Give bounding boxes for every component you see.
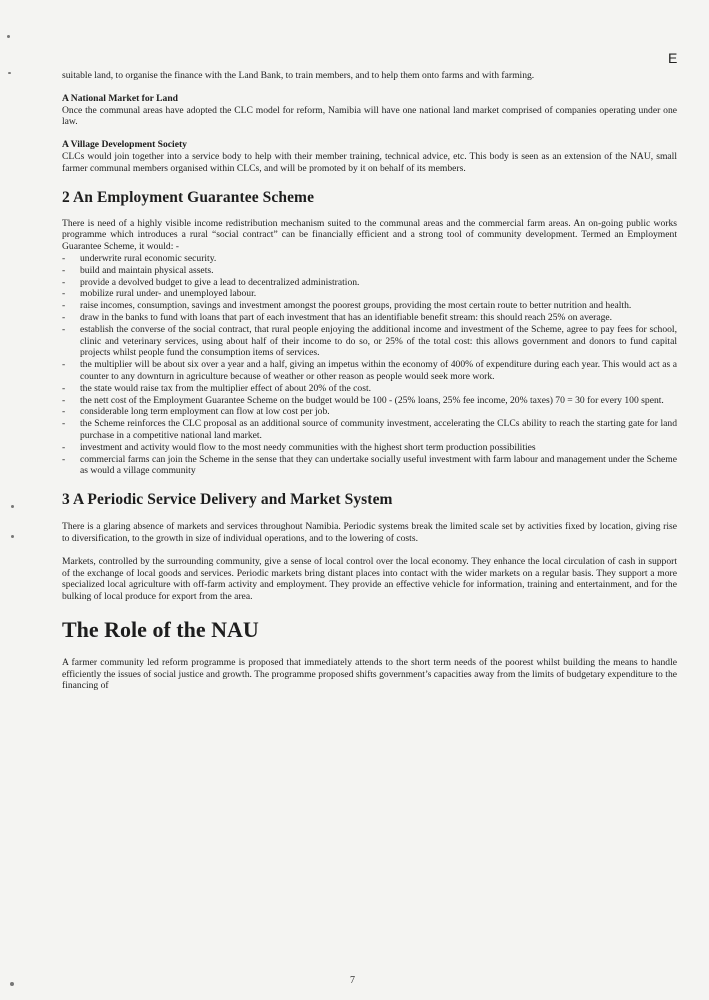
periodic-service-paragraph-2: Markets, controlled by the surrounding community, give a sense of local control over the local economy. They enhance the local circulation of cash in support of the exchange of local goods and services. Periodic markets bring distant places into contact with the wider markets on a regular basis. They support a more specialized local agriculture with off-farm activity and employment. They provide an effective vehicle for information, training and entertainment, and for the bulking of local produce for export from the area. xyxy=(62,555,677,603)
list-item: - provide a devolved budget to give a lead to decentralized administration. xyxy=(62,277,677,289)
scan-speck xyxy=(8,72,11,74)
list-item: - the Scheme reinforces the CLC proposal as an additional source of community investment, accelerating the CLCs ability to reach the starting gate for land purchase in a competitive national land market. xyxy=(62,418,677,442)
national-market-heading: A National Market for Land xyxy=(62,92,179,104)
list-item: - investment and activity would flow to the most needy communities with the highest short term production possibilities xyxy=(62,442,677,454)
role-of-nau-heading: The Role of the NAU xyxy=(62,616,259,642)
scan-speck xyxy=(11,505,14,508)
periodic-service-paragraph-1: There is a glaring absence of markets and services throughout Namibia. Periodic systems break the limited scale set by activities fixed by location, giving rise to diversification, to the growth in size of individual operations, and to the lowering of costs. xyxy=(62,521,677,544)
intro-paragraph: suitable land, to organise the finance with the Land Bank, to train members, and to help them onto farms and with farming. xyxy=(62,70,535,81)
list-item: - mobilize rural under- and unemployed labour. xyxy=(62,288,677,300)
village-society-heading: A Village Development Society xyxy=(62,139,187,151)
list-item: - commercial farms can join the Scheme in the sense that they can undertake socially useful investment with farm labour and management under the Scheme as would a village community xyxy=(62,454,677,478)
list-item: - draw in the banks to fund with loans that part of each investment that has an identifiable benefit stream: this should reach 25% on average. xyxy=(62,312,677,324)
list-item: - raise incomes, consumption, savings and investment amongst the poorest groups, providing the most certain route to better nutrition and health. xyxy=(62,300,677,312)
corner-letter: E xyxy=(668,50,678,66)
employment-scheme-list xyxy=(62,253,677,477)
scan-speck xyxy=(10,982,14,986)
employment-scheme-intro: There is need of a highly visible income redistribution mechanism suited to the communal areas and the commercial farm areas. An on-going public works programme which introduces a rural “social contract” can be financially efficient and a strong tool of community development. Termed an Employment Guarantee Scheme, it would: - xyxy=(62,217,677,253)
village-society-paragraph: CLCs would join together into a service body to help with their member training, technical advice, etc. This body is seen as an extension of the NAU, small farmer communal members organised within CLCs, and will be promoted by it on behalf of its members. xyxy=(62,150,677,174)
list-item: - considerable long term employment can flow at low cost per job. xyxy=(62,406,677,418)
national-market-paragraph: Once the communal areas have adopted the CLC model for reform, Namibia will have one national land market comprised of companies operating under one law. xyxy=(62,104,677,128)
list-item: - the state would raise tax from the multiplier effect of about 20% of the cost. xyxy=(62,383,677,395)
list-item: - the nett cost of the Employment Guarantee Scheme on the budget would be 100 - (25% loans, 25% fee income, 20% taxes) 70 = 30 for every 100 spent. xyxy=(62,395,677,407)
scan-speck xyxy=(11,535,14,538)
periodic-service-heading: 3 A Periodic Service Delivery and Market System xyxy=(62,491,393,509)
employment-scheme-heading: 2 An Employment Guarantee Scheme xyxy=(62,188,315,206)
list-item: - the multiplier will be about six over a year and a half, giving an impetus within the economy of 400% of expenditure during each year. This would act as a counter to any downturn in agriculture because of weather or other reason as people would seek more work. xyxy=(62,359,677,383)
role-of-nau-paragraph: A farmer community led reform programme is proposed that immediately attends to the short term needs of the poorest whilst building the means to handle efficiently the issues of social justice and growth. The programme proposed shifts government’s capacities away from the limits of budgetary expenditure to the financing of xyxy=(62,656,677,692)
scan-speck xyxy=(7,35,10,38)
list-item: - establish the converse of the social contract, that rural people enjoying the additional income and investment of the Scheme, agree to pay fees for school, clinic and veterinary services, using about half of their income to do so, or 25% of the total cost: this allows government and donors to fund capital projects whilst people fund the consumption items of services. xyxy=(62,324,677,359)
page-number: 7 xyxy=(350,975,355,986)
list-item: - build and maintain physical assets. xyxy=(62,265,677,277)
list-item: - underwrite rural economic security. xyxy=(62,253,677,265)
